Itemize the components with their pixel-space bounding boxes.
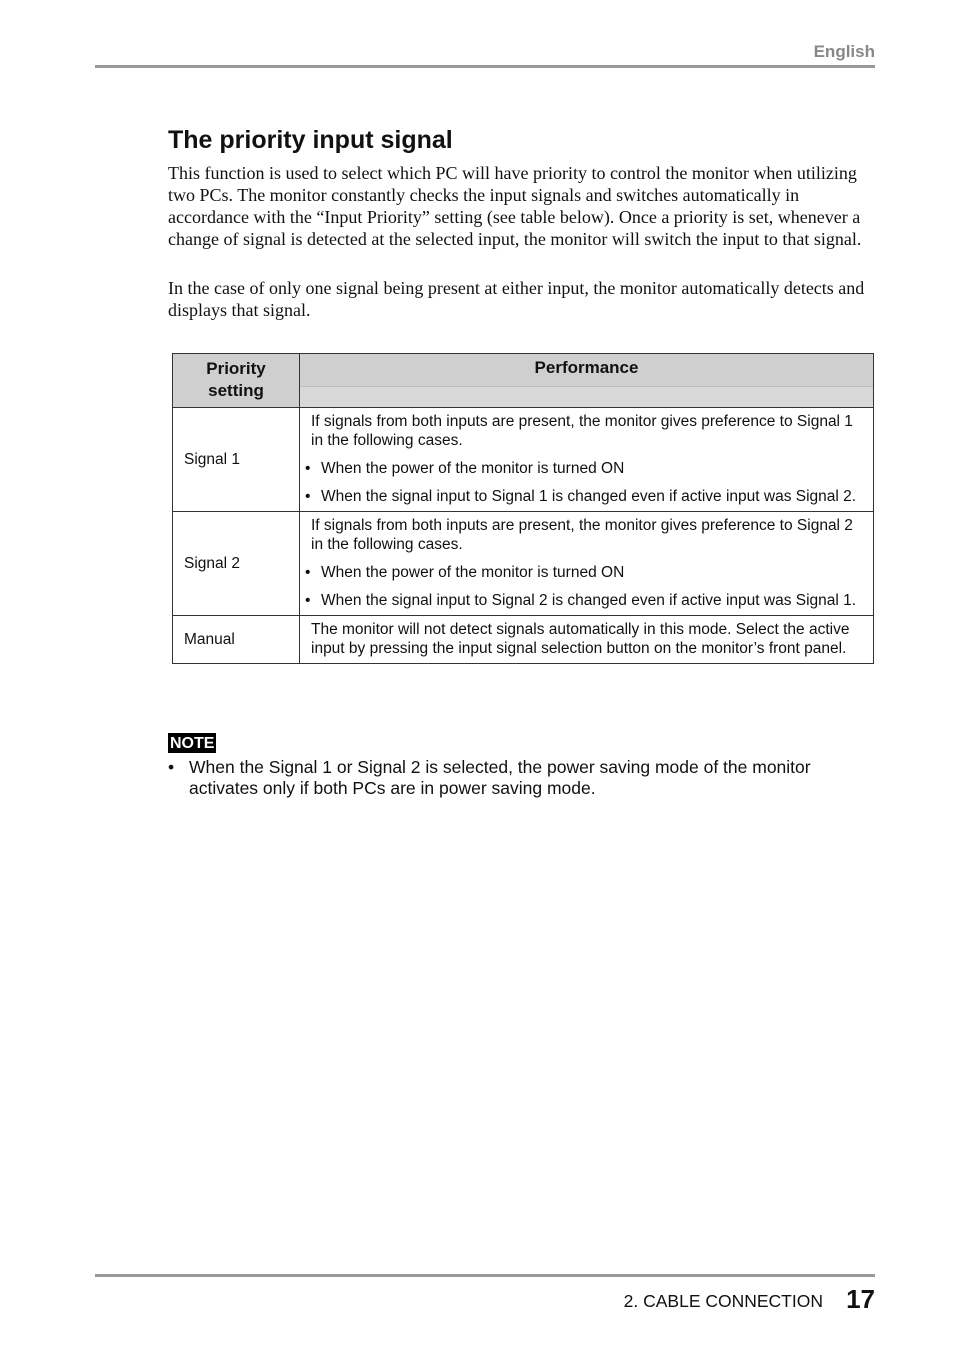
note-item — [168, 757, 868, 799]
performance-intro: If signals from both inputs are present, the monitor gives preference to Signal 2 in the following cases. — [311, 517, 853, 553]
section-title: The priority input signal — [168, 126, 453, 154]
header-priority-setting: Priority setting — [173, 354, 300, 408]
intro-paragraph: This function is used to select which PC will have priority to control the monitor when utilizing two PCs. The monitor constantly checks the input signals and switches automatically in accordance with the “Input Priority” setting (see table below). Once a priority is set, whenever a change of signal is detected at the selected input, the monitor will switch the input to that signal. — [168, 163, 862, 249]
header-performance-cell — [300, 354, 874, 408]
footer-section-name: 2. CABLE CONNECTION — [623, 1291, 823, 1311]
list-item — [305, 563, 868, 582]
row-setting: Signal 2 — [173, 512, 300, 616]
table-header-row — [173, 354, 874, 408]
bullet-text: When the power of the monitor is turned ON — [321, 564, 625, 581]
bullet-text: When the signal input to Signal 1 is changed even if active input was Signal 2. — [321, 488, 857, 505]
bullet-text: When the power of the monitor is turned ON — [321, 460, 625, 477]
single-signal-paragraph: In the case of only one signal being present at either input, the monitor automatically detects and displays that signal. — [168, 278, 865, 320]
list-item — [305, 487, 868, 506]
table-row — [173, 408, 874, 512]
list-item — [305, 459, 868, 478]
note-badge: NOTE — [170, 735, 215, 752]
note-bullet-dot: • — [168, 757, 175, 777]
row-performance — [300, 408, 874, 512]
page-number: 17 — [846, 1284, 875, 1314]
header-shading-band — [300, 386, 873, 407]
header-language-label: English — [813, 42, 875, 61]
bullet-text: When the signal input to Signal 2 is changed even if active input was Signal 1. — [321, 592, 857, 609]
table-row — [173, 616, 874, 664]
performance-intro: The monitor will not detect signals automatically in this mode. Select the active input by pressing the input signal selection button on the monitor’s front panel. — [311, 621, 850, 657]
row-performance — [300, 512, 874, 616]
note-text: When the Signal 1 or Signal 2 is selected, the power saving mode of the monitor activates only if both PCs are in power saving mode. — [189, 757, 811, 798]
bullet-dot: • — [305, 592, 311, 609]
header-performance: Performance — [534, 358, 639, 377]
row-setting: Manual — [173, 616, 300, 664]
bullet-dot: • — [305, 460, 311, 477]
performance-intro: If signals from both inputs are present, the monitor gives preference to Signal 1 in the following cases. — [311, 413, 853, 449]
header-divider — [95, 65, 875, 68]
bullet-dot: • — [305, 564, 311, 581]
bullet-dot: • — [305, 488, 311, 505]
row-performance — [300, 616, 874, 664]
table-row — [173, 512, 874, 616]
row-setting: Signal 1 — [173, 408, 300, 512]
list-item — [305, 591, 868, 610]
footer-divider — [95, 1274, 875, 1277]
priority-table — [172, 353, 874, 664]
